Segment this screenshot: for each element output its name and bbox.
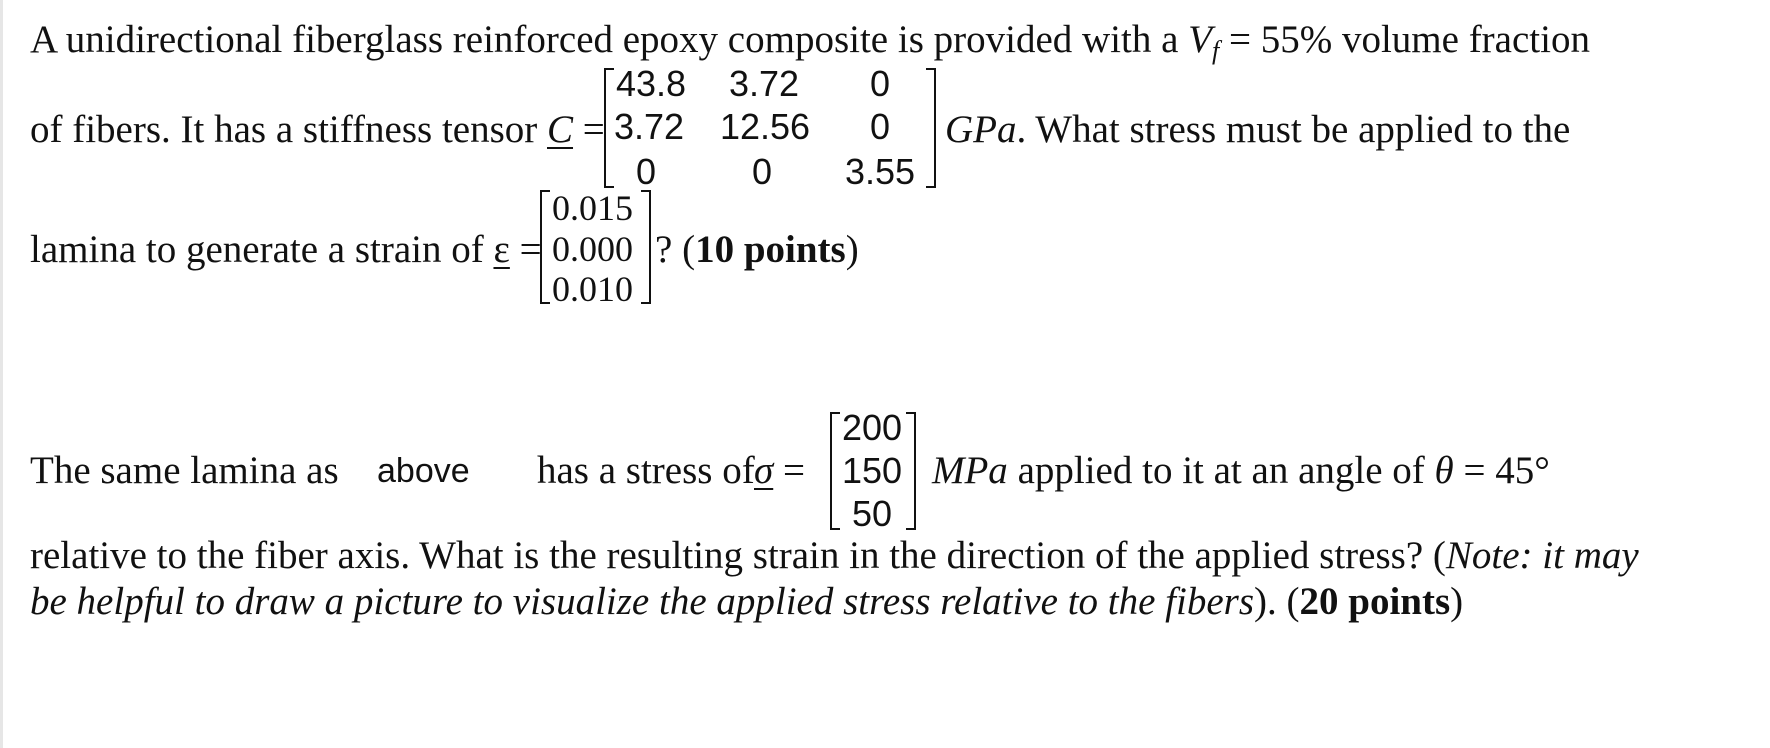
q1-stiffness-text: of fibers. It has a stiffness tensor <box>30 108 538 151</box>
c-equals: = <box>582 108 605 151</box>
q2-note-end: be helpful to draw a picture to visualize the applied stress relative to the fibers <box>30 580 1255 623</box>
theta-equals: = <box>1463 449 1486 492</box>
strain-vector-right-bracket <box>641 190 651 304</box>
q2-note-start: Note: it may <box>1445 534 1639 577</box>
stiffness-matrix-left-bracket <box>604 68 614 188</box>
q2-line-3 <box>30 582 1463 621</box>
stress-value: 200 <box>841 407 903 448</box>
q1-points-line <box>655 230 859 269</box>
epsilon-equals: = <box>519 228 542 271</box>
vf-symbol: V <box>1188 18 1212 61</box>
matrix-cell: 0 <box>869 106 891 147</box>
q1-points: 10 points <box>695 228 846 271</box>
stress-vector-right-bracket <box>906 412 916 530</box>
matrix-cell: 3.72 <box>613 106 685 147</box>
matrix-cell: 12.56 <box>719 106 811 147</box>
matrix-cell: 0 <box>869 63 891 104</box>
mpa-unit: MPa <box>932 449 1008 492</box>
vf-equals: = <box>1228 18 1251 61</box>
q1-strain-text: lamina to generate a strain of <box>30 228 484 271</box>
q2-intro-text: The same lamina as <box>30 449 339 492</box>
q1-line-1 <box>30 20 1590 64</box>
q2-after-note: ). ( <box>1254 580 1300 623</box>
stress-vector-left-bracket <box>830 412 840 530</box>
stress-value: 150 <box>841 450 903 491</box>
q1-volume-fraction-text: volume fraction <box>1341 18 1590 61</box>
q1-line-3 <box>30 230 542 269</box>
q2-points-close: ) <box>1450 580 1464 623</box>
sigma-symbol: σ <box>754 449 774 492</box>
strain-value: 0.015 <box>552 188 633 228</box>
strain-vector-left-bracket <box>540 190 550 304</box>
q2-line-2 <box>30 536 1639 575</box>
q2-reference-word: above <box>377 452 470 490</box>
c-symbol: C <box>547 108 574 151</box>
q1-line-2-left <box>30 110 605 149</box>
q2-question-text: relative to the fiber axis. What is the resulting strain in the direction of the applied stress? ( <box>30 534 1446 577</box>
strain-value: 0.010 <box>552 269 633 309</box>
matrix-cell: 43.8 <box>615 63 687 104</box>
q2-sigma-group <box>754 451 805 490</box>
q1-question-mark: ? <box>655 228 673 271</box>
stress-value: 50 <box>851 493 893 534</box>
gpa-unit: GPa <box>945 108 1017 151</box>
strain-value: 0.000 <box>552 229 633 269</box>
matrix-cell: 3.55 <box>844 151 916 192</box>
matrix-cell: 3.72 <box>728 63 800 104</box>
vf-value: 55% <box>1260 18 1333 61</box>
q2-points: 20 points <box>1299 580 1451 623</box>
q1-points-open: ( <box>682 228 696 271</box>
q1-question-text: . What stress must be applied to the <box>1016 108 1571 151</box>
vf-subscript: f <box>1211 36 1220 65</box>
q1-intro-text: A unidirectional fiberglass reinforced epoxy composite is provided with a <box>30 18 1179 61</box>
epsilon-symbol: ε <box>493 228 510 271</box>
angle-value: 45° <box>1495 449 1550 492</box>
matrix-cell: 0 <box>751 151 773 192</box>
left-edge <box>0 0 3 748</box>
q1-points-close: ) <box>845 228 859 271</box>
q2-stress-text: has a stress of <box>537 449 755 492</box>
theta-symbol: θ <box>1434 449 1454 492</box>
q1-line-2-right <box>945 110 1570 149</box>
q2-line-1-right <box>932 451 1550 490</box>
q2-angle-text: applied to it at an angle of <box>1017 449 1425 492</box>
sigma-equals: = <box>782 449 805 492</box>
matrix-cell: 0 <box>635 151 657 192</box>
stiffness-matrix-right-bracket <box>926 68 936 188</box>
